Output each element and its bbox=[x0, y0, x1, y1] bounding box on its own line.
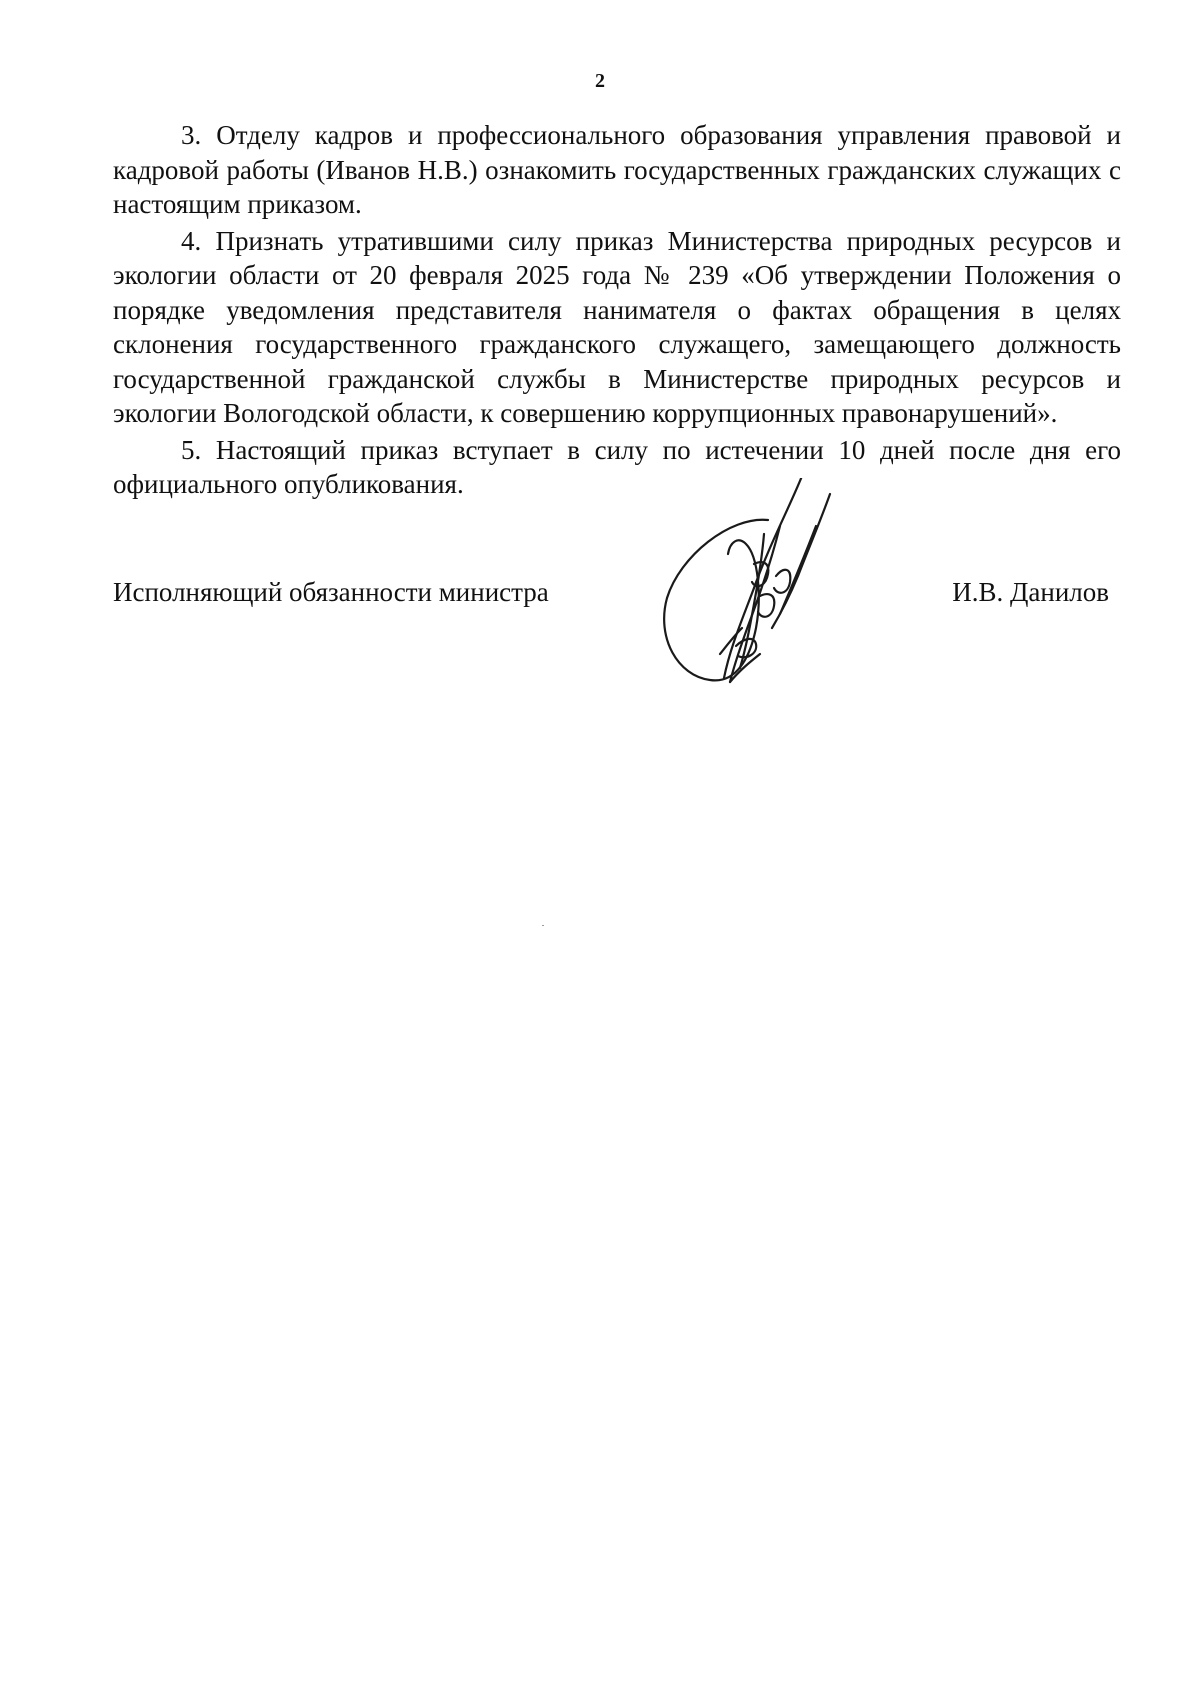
scan-speck bbox=[542, 925, 544, 926]
page-number: 2 bbox=[595, 70, 605, 92]
paragraph-4: 4. Признать утратившими силу приказ Министерства природных ресурсов и экологии области от 20 февраля 2025 года № 239 «Об утверждении Положения о порядке уведомления представителя нанимателя о фактах обращения в целях склонения государственного гражданского служащего, замещающего должность государственной гражданской службы в Министерстве природных ресурсов и экологии Вологодской области, к совершению коррупционных правонарушений». bbox=[113, 225, 1121, 428]
signer-name: И.В. Данилов bbox=[952, 577, 1109, 607]
signature-block bbox=[113, 565, 1121, 605]
paragraph-3: 3. Отделу кадров и профессионального образования управления правовой и кадровой работы (Иванов Н.В.) ознакомить государственных гражданских служащих с настоящим приказом. bbox=[113, 120, 1121, 219]
paragraph-5: 5. Настоящий приказ вступает в силу по истечении 10 дней после дня его официального опубликования. bbox=[113, 434, 1121, 499]
signer-position-title: Исполняющий обязанности министра bbox=[113, 577, 549, 607]
handwritten-signature bbox=[650, 478, 890, 708]
document-body bbox=[113, 118, 1121, 504]
